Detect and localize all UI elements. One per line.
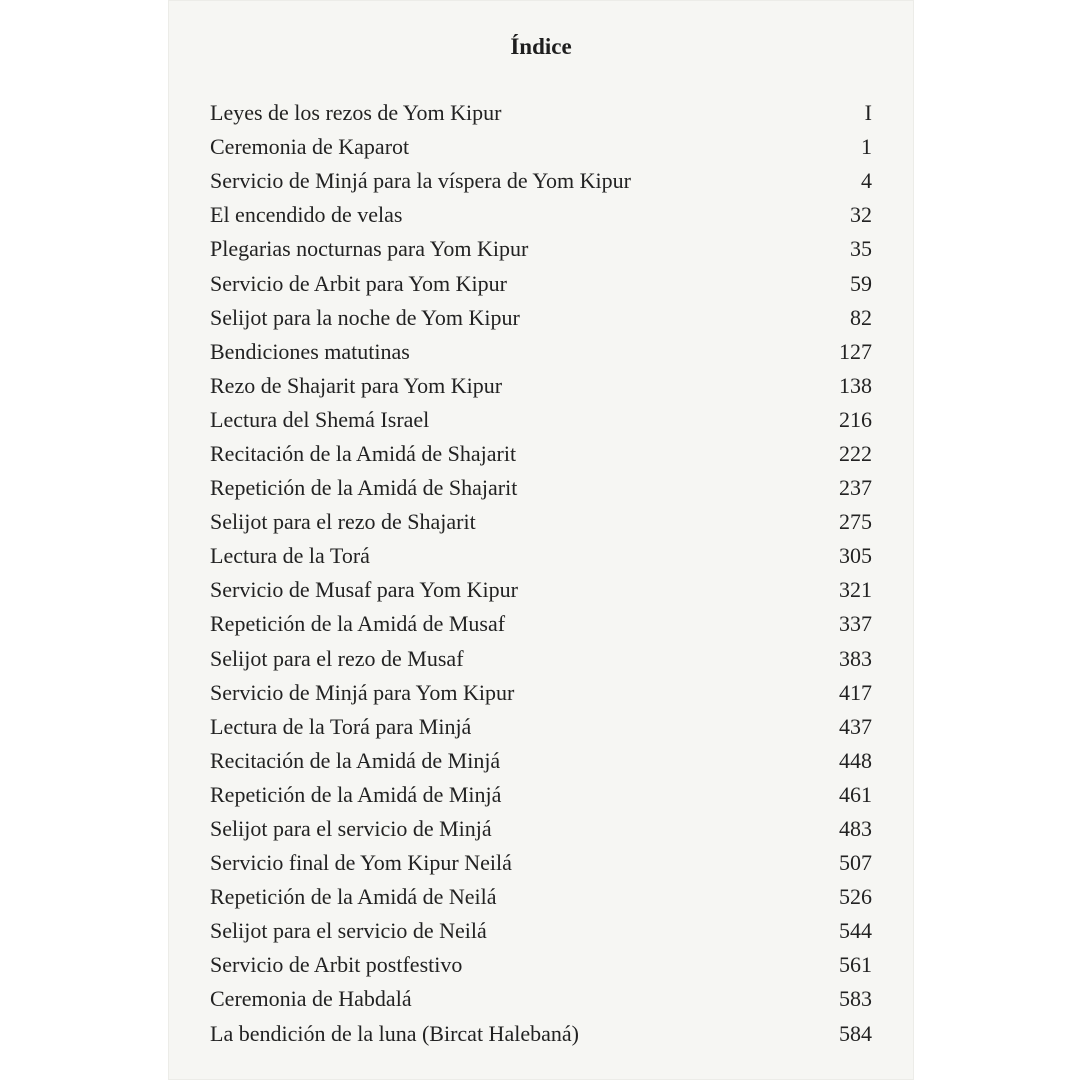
toc-entry-title: Repetición de la Amidá de Neilá: [210, 884, 497, 910]
toc-entry: [210, 778, 872, 812]
toc-entry: [210, 232, 872, 266]
toc-entry: [210, 96, 872, 130]
toc-entry-title: Bendiciones matutinas: [210, 338, 410, 364]
toc-entry-title: Ceremonia de Kaparot: [210, 134, 410, 160]
toc-entry-title: Recitación de la Amidá de Minjá: [210, 747, 501, 773]
toc-entry: [210, 505, 872, 539]
toc-entry: [210, 369, 872, 403]
toc-entry: [210, 266, 872, 300]
toc-entry: [210, 948, 872, 982]
toc-entry-title: Servicio de Minjá para la víspera de Yom Kipur: [210, 168, 631, 194]
toc-entry-page-number: 526: [839, 884, 872, 910]
toc-entry-title: Repetición de la Amidá de Musaf: [210, 611, 506, 637]
toc-entry-page-number: 237: [839, 475, 872, 501]
table-of-contents: [210, 96, 872, 1051]
toc-entry-title: Selijot para el rezo de Musaf: [210, 645, 464, 671]
toc-entry-title: Repetición de la Amidá de Shajarit: [210, 475, 518, 501]
toc-entry: [210, 437, 872, 471]
toc-entry-title: Servicio de Musaf para Yom Kipur: [210, 577, 518, 603]
toc-entry-title: Recitación de la Amidá de Shajarit: [210, 440, 517, 466]
toc-entry-page-number: 1: [861, 134, 872, 160]
toc-entry-title: Rezo de Shajarit para Yom Kipur: [210, 372, 503, 398]
toc-entry: [210, 812, 872, 846]
toc-entry-page-number: 417: [839, 679, 872, 705]
toc-entry-title: Servicio final de Yom Kipur Neilá: [210, 850, 512, 876]
toc-entry-page-number: 305: [839, 543, 872, 569]
toc-entry-title: Lectura de la Torá para Minjá: [210, 713, 472, 739]
toc-entry: [210, 846, 872, 880]
toc-entry-title: Repetición de la Amidá de Minjá: [210, 781, 502, 807]
toc-entry-page-number: 337: [839, 611, 872, 637]
toc-entry-title: Leyes de los rezos de Yom Kipur: [210, 100, 502, 126]
toc-entry-page-number: 59: [850, 270, 872, 296]
toc-entry-page-number: 275: [839, 509, 872, 535]
toc-entry-title: Servicio de Minjá para Yom Kipur: [210, 679, 515, 705]
toc-entry: [210, 130, 872, 164]
toc-entry-page-number: 483: [839, 816, 872, 842]
toc-entry: [210, 880, 872, 914]
toc-entry-title: El encendido de velas: [210, 202, 403, 228]
toc-entry-title: Selijot para el rezo de Shajarit: [210, 509, 476, 535]
toc-entry: [210, 198, 872, 232]
toc-entry-title: Selijot para el servicio de Minjá: [210, 816, 492, 842]
toc-entry-title: Plegarias nocturnas para Yom Kipur: [210, 236, 529, 262]
toc-entry: [210, 573, 872, 607]
toc-entry: [210, 710, 872, 744]
toc-entry-page-number: 222: [839, 440, 872, 466]
toc-entry-page-number: 561: [839, 952, 872, 978]
toc-entry-page-number: 82: [850, 304, 872, 330]
toc-entry-page-number: 216: [839, 406, 872, 432]
page-title: Índice: [510, 34, 572, 59]
toc-entry: [210, 607, 872, 641]
toc-entry-title: Servicio de Arbit para Yom Kipur: [210, 270, 507, 296]
toc-entry: [210, 539, 872, 573]
toc-entry: [210, 403, 872, 437]
toc-entry-page-number: 35: [850, 236, 872, 262]
toc-entry: [210, 982, 872, 1016]
toc-entry-title: Ceremonia de Habdalá: [210, 986, 412, 1012]
toc-entry: [210, 335, 872, 369]
toc-entry: [210, 914, 872, 948]
toc-entry-page-number: 448: [839, 747, 872, 773]
toc-entry: [210, 642, 872, 676]
toc-entry-page-number: 138: [839, 372, 872, 398]
toc-entry-title: Lectura de la Torá: [210, 543, 370, 569]
toc-entry-page-number: 507: [839, 850, 872, 876]
toc-entry-page-number: 544: [839, 918, 872, 944]
toc-entry-title: La bendición de la luna (Bircat Halebaná): [210, 1020, 579, 1046]
toc-entry-page-number: 127: [839, 338, 872, 364]
toc-entry-title: Lectura del Shemá Israel: [210, 406, 430, 432]
toc-entry-page-number: 583: [839, 986, 872, 1012]
toc-entry-title: Selijot para el servicio de Neilá: [210, 918, 487, 944]
toc-entry: [210, 471, 872, 505]
toc-entry-page-number: I: [864, 100, 872, 126]
toc-entry-page-number: 461: [839, 781, 872, 807]
toc-entry: [210, 1017, 872, 1051]
toc-entry-page-number: 584: [839, 1020, 872, 1046]
toc-entry: [210, 164, 872, 198]
toc-entry: [210, 744, 872, 778]
toc-entry-page-number: 4: [861, 168, 872, 194]
toc-entry-page-number: 383: [839, 645, 872, 671]
toc-entry-page-number: 321: [839, 577, 872, 603]
book-page: [168, 0, 914, 1080]
toc-entry-page-number: 32: [850, 202, 872, 228]
toc-entry-page-number: 437: [839, 713, 872, 739]
toc-entry-title: Selijot para la noche de Yom Kipur: [210, 304, 520, 330]
toc-entry-title: Servicio de Arbit postfestivo: [210, 952, 463, 978]
toc-entry: [210, 301, 872, 335]
toc-entry: [210, 676, 872, 710]
